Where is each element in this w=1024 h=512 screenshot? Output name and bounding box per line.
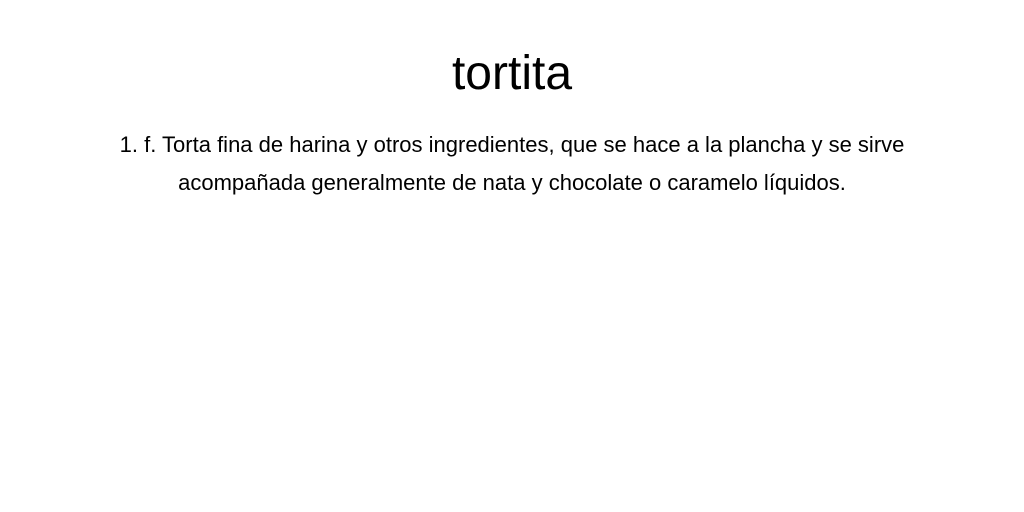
sense-number: 1. (119, 132, 138, 157)
entry-headword: tortita (451, 47, 573, 100)
definition-text: Torta fina de harina y otros ingredientes, que se hace a la plancha y se sirve acompañada generalmente de nata y chocolate o caramelo líquidos. (162, 132, 905, 195)
part-of-speech: f. (144, 132, 157, 157)
sense-definition (80, 126, 944, 202)
